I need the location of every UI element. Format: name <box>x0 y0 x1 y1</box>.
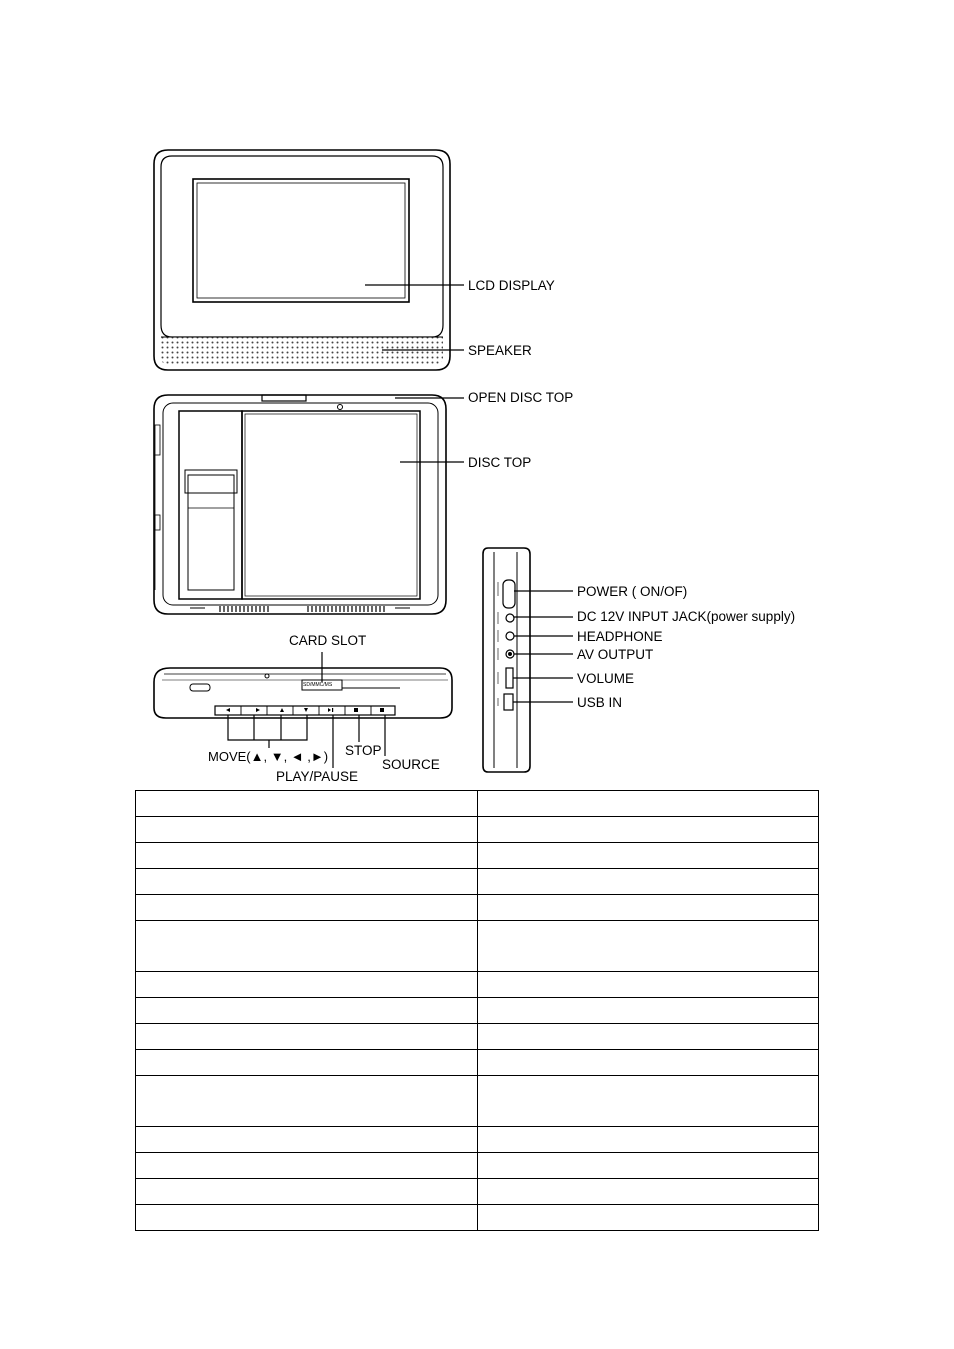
card-slot-marking: SD/MMC/MS <box>303 682 333 688</box>
table-row <box>136 1127 819 1153</box>
label-power: POWER ( ON/OF) <box>577 584 688 599</box>
label-play-pause: PLAY/PAUSE <box>276 769 359 784</box>
label-speaker: SPEAKER <box>468 343 532 358</box>
table-cell <box>136 817 478 843</box>
table-cell <box>136 895 478 921</box>
label-usb-in: USB IN <box>577 695 623 710</box>
table-cell <box>478 869 819 895</box>
label-open-disc-top: OPEN DISC TOP <box>468 390 574 405</box>
table-cell <box>478 895 819 921</box>
label-av-output: AV OUTPUT <box>577 647 654 662</box>
side-view <box>483 548 530 772</box>
table-cell <box>478 817 819 843</box>
power-switch <box>503 580 515 608</box>
table-cell <box>136 843 478 869</box>
table-row <box>136 1179 819 1205</box>
table-cell <box>478 1153 819 1179</box>
table-row <box>136 791 819 817</box>
label-headphone: HEADPHONE <box>577 629 663 644</box>
table-cell <box>136 1076 478 1127</box>
table-cell <box>478 1050 819 1076</box>
table-cell <box>136 1050 478 1076</box>
table-row <box>136 972 819 998</box>
front-edge-view <box>154 668 452 718</box>
label-dc-input: DC 12V INPUT JACK(power supply) <box>577 609 796 624</box>
label-disc-top: DISC TOP <box>468 455 532 470</box>
table-cell <box>136 1205 478 1231</box>
table-cell <box>478 1127 819 1153</box>
table-row <box>136 1050 819 1076</box>
table-cell <box>478 921 819 972</box>
table-cell <box>136 972 478 998</box>
label-source: SOURCE <box>382 757 440 772</box>
table-cell <box>478 1205 819 1231</box>
label-stop: STOP <box>345 743 382 758</box>
table-cell <box>136 869 478 895</box>
top-view <box>154 395 446 614</box>
volume-wheel <box>506 668 513 688</box>
table-cell <box>136 791 478 817</box>
table-cell <box>478 1076 819 1127</box>
table-cell <box>478 972 819 998</box>
table-cell <box>478 791 819 817</box>
table-row <box>136 869 819 895</box>
table-row <box>136 895 819 921</box>
front-view <box>154 150 450 370</box>
table-row <box>136 817 819 843</box>
table-cell <box>136 1127 478 1153</box>
table-row <box>136 843 819 869</box>
table-row <box>136 998 819 1024</box>
table-cell <box>136 921 478 972</box>
dc-jack <box>506 614 514 622</box>
table-row <box>136 921 819 972</box>
table-row <box>136 1076 819 1127</box>
disc-lid <box>242 411 420 599</box>
table-cell <box>136 1153 478 1179</box>
table-row <box>136 1153 819 1179</box>
headphone-jack <box>506 632 514 640</box>
spec-table <box>135 790 819 1231</box>
table-row <box>136 1205 819 1231</box>
table-cell <box>136 1179 478 1205</box>
label-card-slot: CARD SLOT <box>289 633 367 648</box>
table-cell <box>478 1024 819 1050</box>
label-volume: VOLUME <box>577 671 635 686</box>
label-lcd-display: LCD DISPLAY <box>468 278 555 293</box>
lcd-screen <box>193 179 409 302</box>
table-cell <box>478 998 819 1024</box>
usb-port <box>504 694 513 710</box>
label-move: MOVE(▲, ▼, ◄ ,►) <box>208 749 329 764</box>
table-cell <box>136 998 478 1024</box>
table-cell <box>478 1179 819 1205</box>
table-cell <box>478 843 819 869</box>
open-disc-top-button <box>262 395 306 401</box>
table-cell <box>136 1024 478 1050</box>
table-row <box>136 1024 819 1050</box>
